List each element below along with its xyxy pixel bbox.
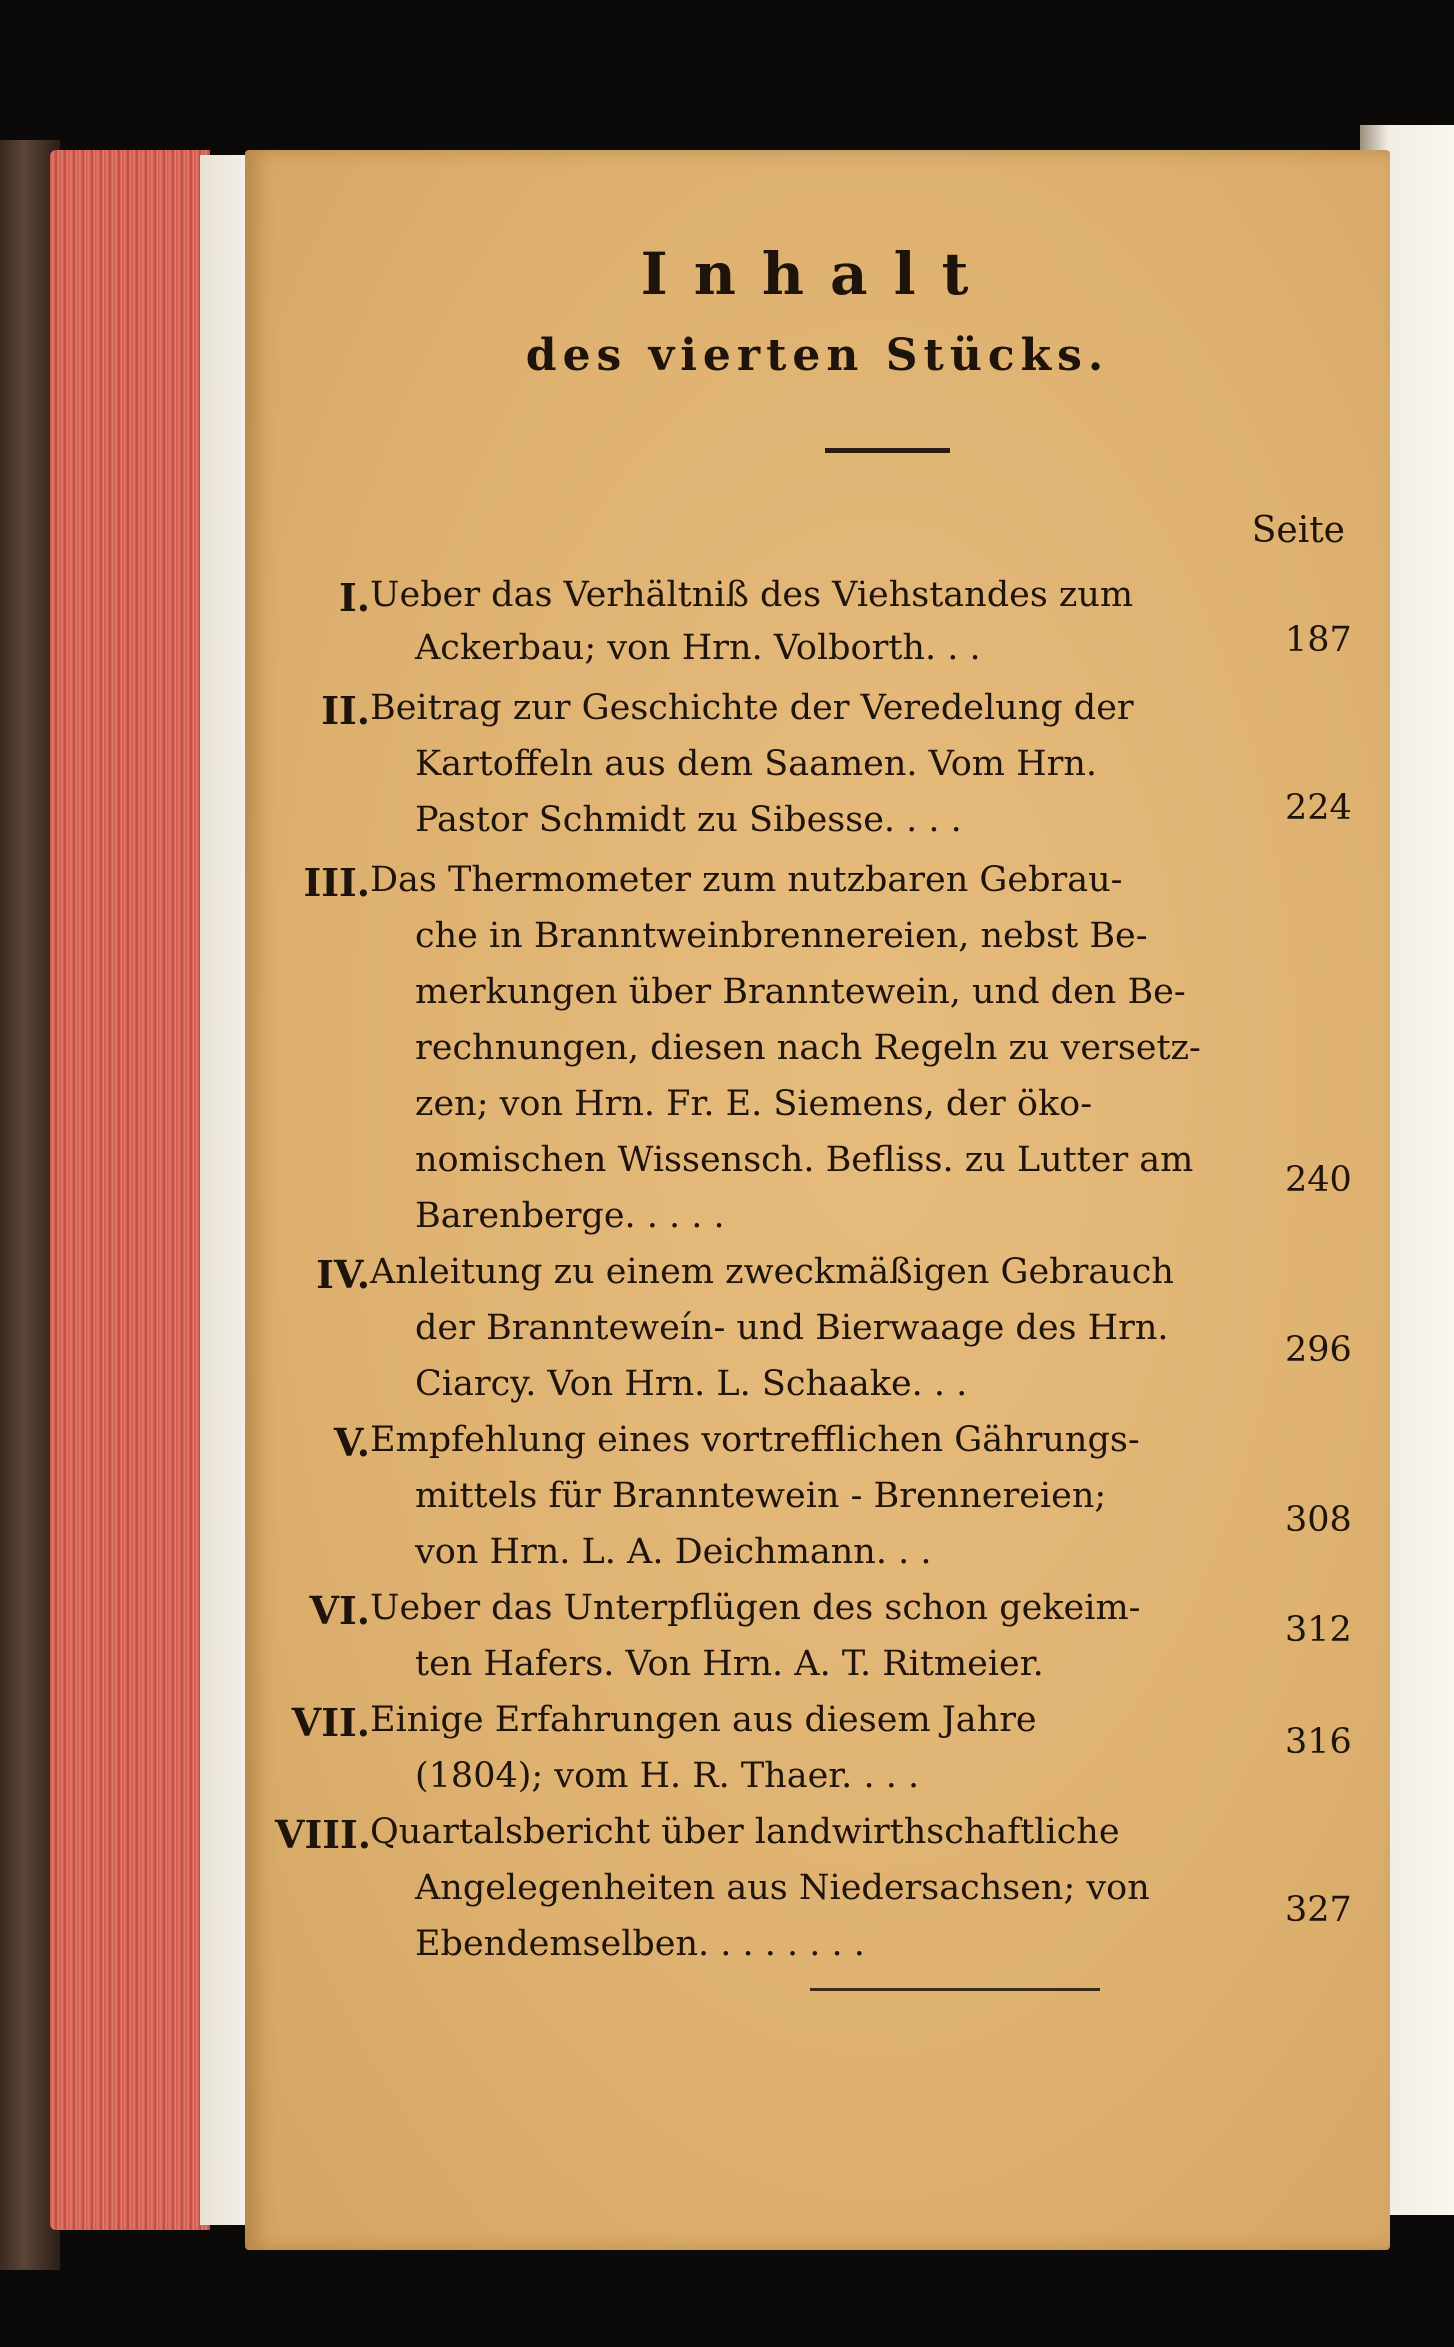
entry-page-number: 296 <box>1285 1330 1352 1370</box>
entry-line: der Brannteweín- und Bierwaage des Hrn. <box>415 1308 1169 1348</box>
entry-page-number: 240 <box>1285 1160 1352 1200</box>
entry-line: che in Branntweinbrennereien, nebst Be- <box>415 916 1148 956</box>
entry-line: nomischen Wissensch. Befliss. zu Lutter am <box>415 1140 1194 1180</box>
page-subtitle: des vierten Stücks. <box>525 330 1110 381</box>
page-edges <box>50 150 210 2230</box>
entry-page-number: 312 <box>1285 1610 1352 1650</box>
entry-number: VI. <box>309 1588 370 1633</box>
entry-line: Barenberge. . . . . <box>415 1196 725 1236</box>
title-divider <box>825 448 950 453</box>
entry-line: Ackerbau; von Hrn. Volborth. . . <box>415 628 981 668</box>
entry-number: IV. <box>316 1252 370 1297</box>
book-page <box>245 150 1390 2250</box>
entry-line: Kartoffeln aus dem Saamen. Vom Hrn. <box>415 744 1098 784</box>
entry-line: Das Thermometer zum nutzbaren Gebrau- <box>370 860 1123 900</box>
entry-number: V. <box>333 1420 370 1465</box>
entry-number: III. <box>303 860 370 905</box>
entry-page-number: 316 <box>1285 1722 1352 1762</box>
entry-line: merkungen über Branntewein, und den Be- <box>415 972 1186 1012</box>
entry-line: zen; von Hrn. Fr. E. Siemens, der öko- <box>415 1084 1093 1124</box>
entry-line: Empfehlung eines vortrefflichen Gährungs- <box>370 1420 1140 1460</box>
entry-line: Ueber das Verhältniß des Viehstandes zum <box>370 575 1134 615</box>
page-gutter <box>200 155 245 2225</box>
entry-line: Anleitung zu einem zweckmäßigen Gebrauch <box>370 1252 1174 1292</box>
entry-line: Pastor Schmidt zu Sibesse. . . . <box>415 800 962 840</box>
entry-page-number: 327 <box>1285 1890 1352 1930</box>
entry-number: I. <box>338 575 370 620</box>
entry-line: Ciarcy. Von Hrn. L. Schaake. . . <box>415 1364 968 1404</box>
entry-page-number: 187 <box>1285 620 1352 660</box>
entry-line: (1804); vom H. R. Thaer. . . . <box>415 1756 920 1796</box>
entry-page-number: 224 <box>1285 788 1352 828</box>
entry-line: rechnungen, diesen nach Regeln zu versetz- <box>415 1028 1201 1068</box>
page-column-header: Seite <box>1251 510 1345 551</box>
entry-line: Einige Erfahrungen aus diesem Jahre <box>370 1700 1037 1740</box>
entry-number: VII. <box>291 1700 370 1745</box>
entry-line: Ebendemselben. . . . . . . . <box>415 1924 865 1964</box>
entry-page-number: 308 <box>1285 1500 1352 1540</box>
page-title: Inhalt <box>640 240 995 308</box>
entry-line: ten Hafers. Von Hrn. A. T. Ritmeier. <box>415 1644 1044 1684</box>
entry-line: Quartalsbericht über landwirthschaftliche <box>370 1812 1120 1852</box>
entry-number: VIII. <box>275 1812 372 1857</box>
entry-line: von Hrn. L. A. Deichmann. . . <box>415 1532 932 1572</box>
entry-line: Angelegenheiten aus Niedersachsen; von <box>415 1868 1150 1908</box>
end-divider <box>810 1988 1100 1991</box>
entry-line: Ueber das Unterpflügen des schon gekeim- <box>370 1588 1141 1628</box>
entry-line: mittels für Branntewein - Brennereien; <box>415 1476 1107 1516</box>
entry-line: Beitrag zur Geschichte der Veredelung der <box>370 688 1134 728</box>
entry-number: II. <box>321 688 370 733</box>
